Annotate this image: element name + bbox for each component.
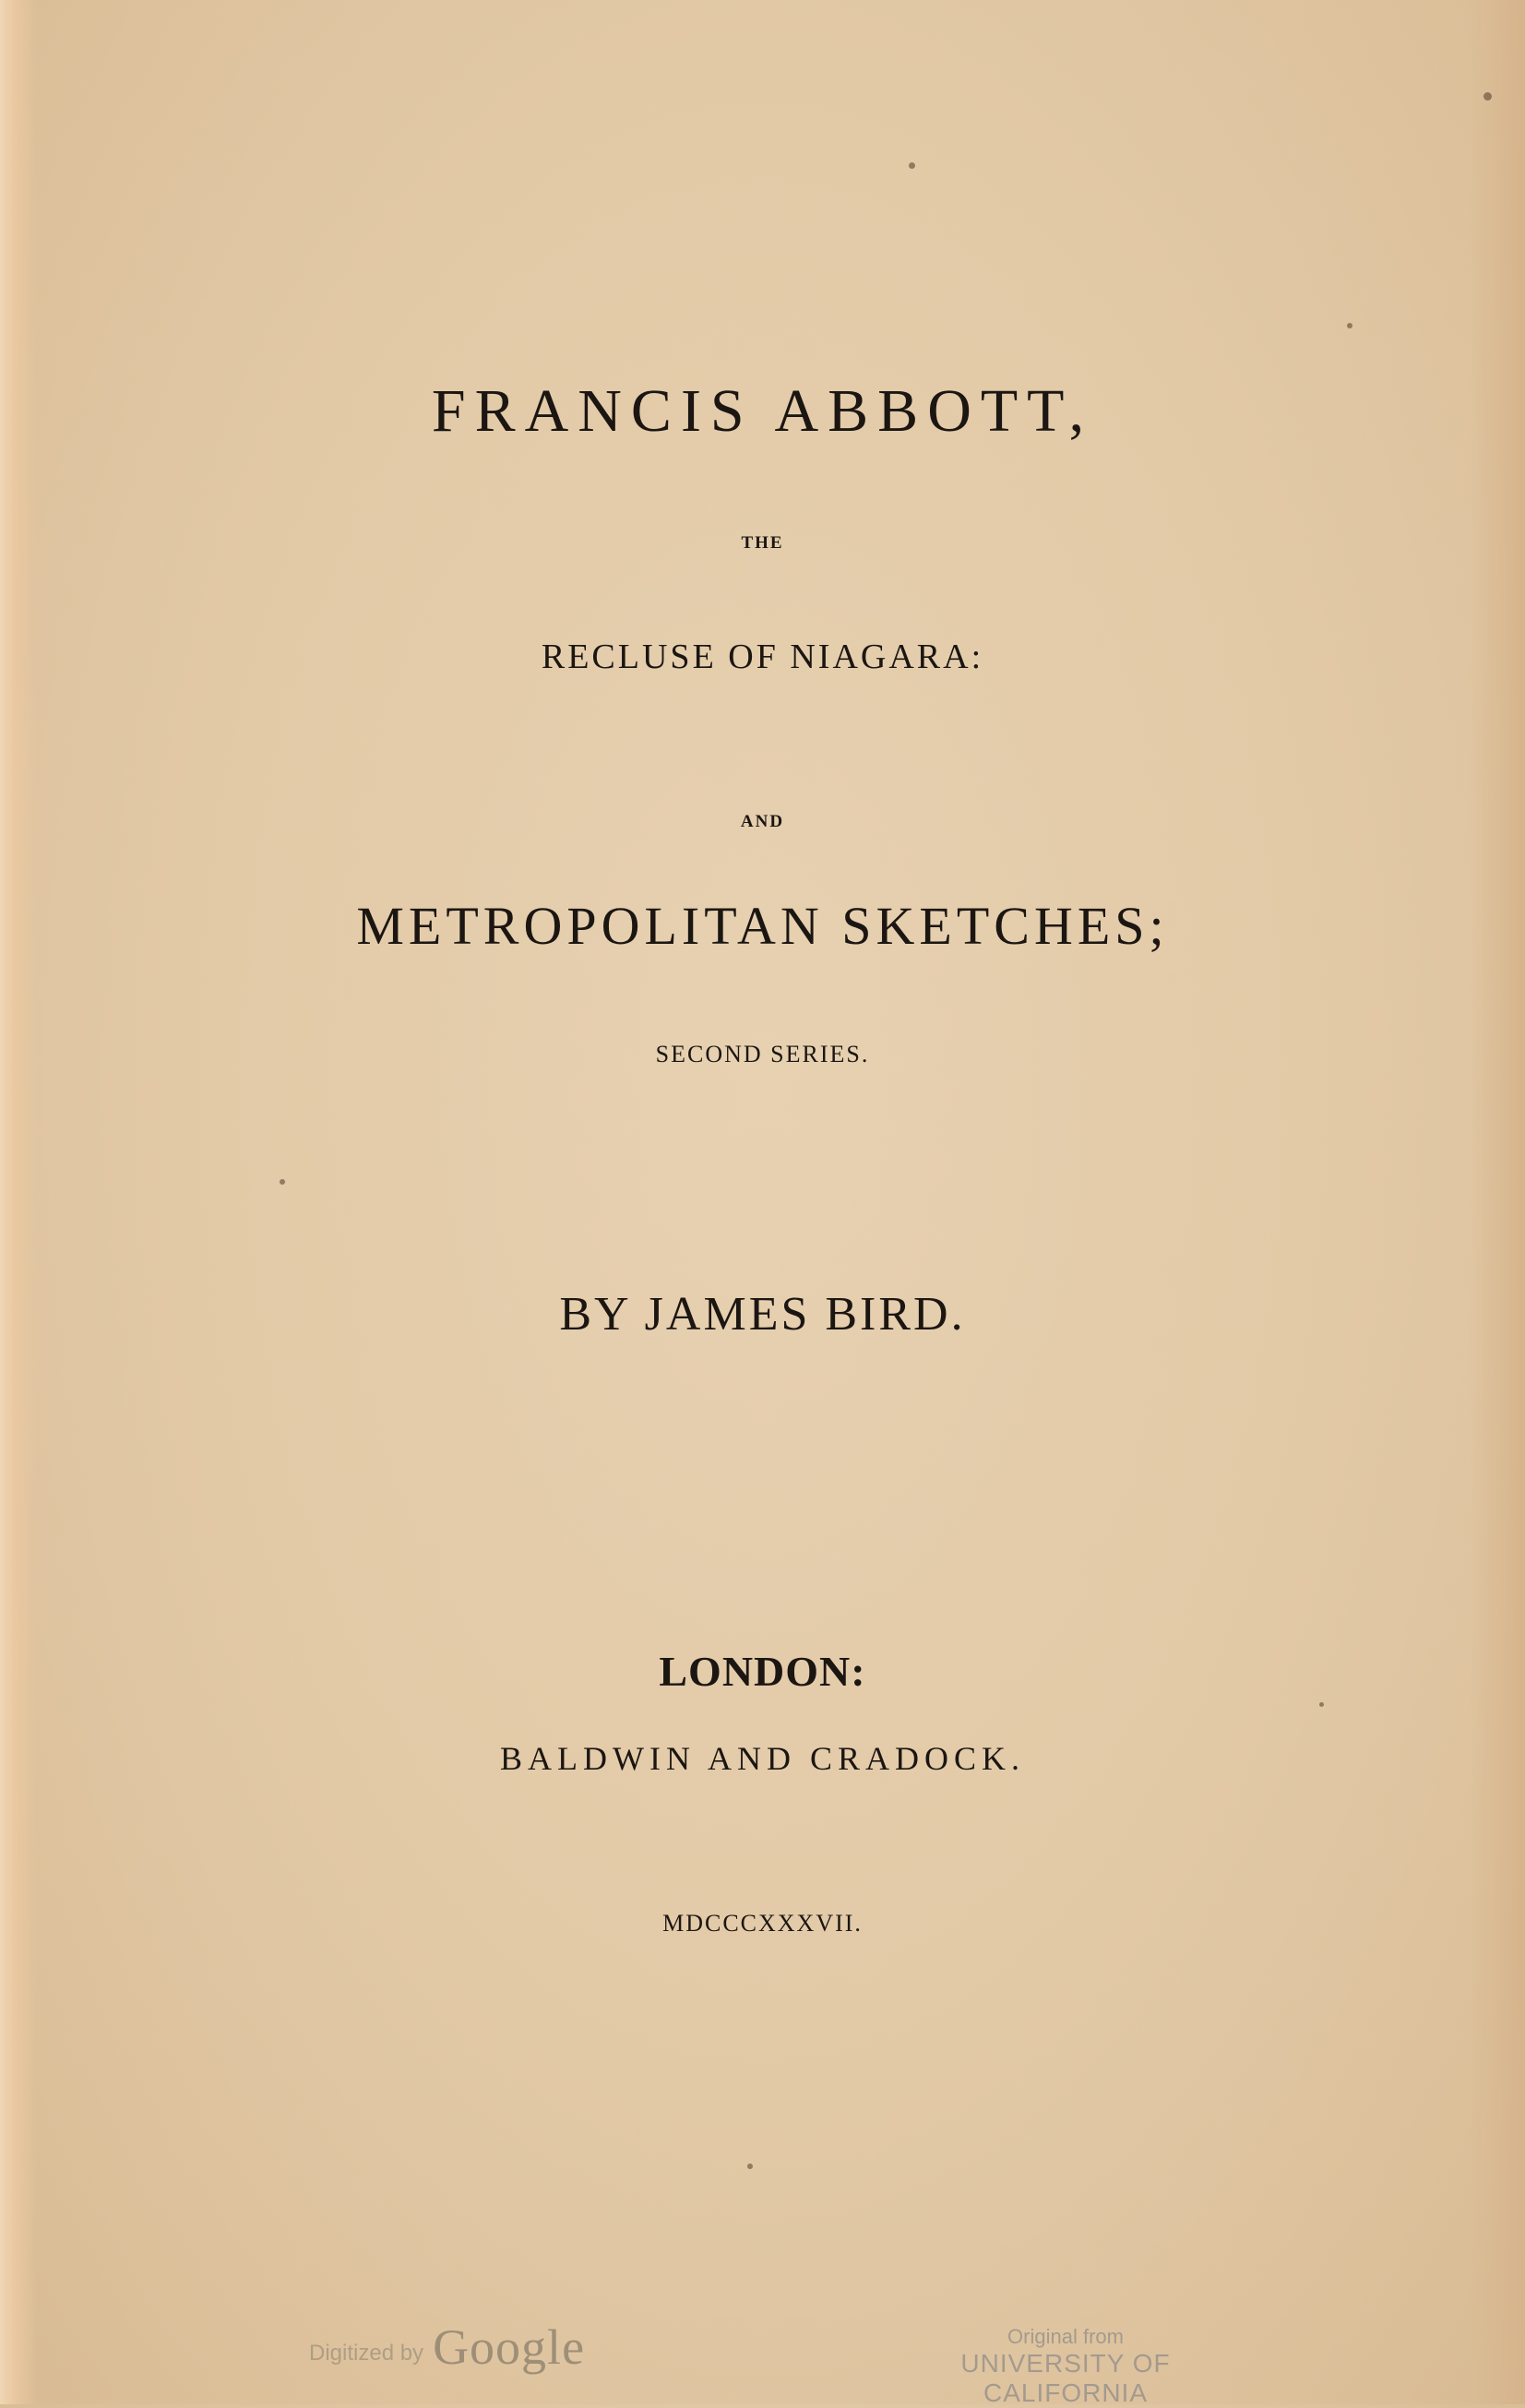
digitized-watermark xyxy=(309,2320,585,2376)
paper-speck xyxy=(1347,323,1352,328)
book-subtitle: RECLUSE OF NIAGARA: xyxy=(541,638,984,676)
paper-speck xyxy=(1483,92,1492,101)
second-title: METROPOLITAN SKETCHES; xyxy=(356,896,1169,956)
imprint-city: LONDON: xyxy=(659,1648,866,1695)
original-from-label: Original from xyxy=(1007,2325,1124,2348)
book-title: FRANCIS ABBOTT, xyxy=(431,377,1094,445)
title-connector-and: AND xyxy=(740,812,785,831)
source-library: UNIVERSITY OF CALIFORNIA xyxy=(960,2349,1171,2407)
paper-speck xyxy=(280,1179,285,1185)
publication-year: MDCCCXXXVII. xyxy=(662,1910,863,1937)
publisher-name: BALDWIN AND CRADOCK. xyxy=(500,1740,1025,1777)
paper-speck xyxy=(747,2164,753,2169)
paper-speck xyxy=(1319,1702,1324,1707)
paper-speck xyxy=(909,162,915,169)
page-right-edge xyxy=(1470,0,1525,2404)
series-label: SECOND SERIES. xyxy=(655,1041,870,1067)
google-logo: Google xyxy=(433,2319,586,2375)
original-source-watermark xyxy=(909,2325,1222,2408)
title-connector-the: THE xyxy=(741,533,784,553)
page-left-edge xyxy=(0,0,37,2404)
digitized-label: Digitized by xyxy=(309,2341,424,2366)
author-line: BY JAMES BIRD. xyxy=(559,1288,966,1341)
